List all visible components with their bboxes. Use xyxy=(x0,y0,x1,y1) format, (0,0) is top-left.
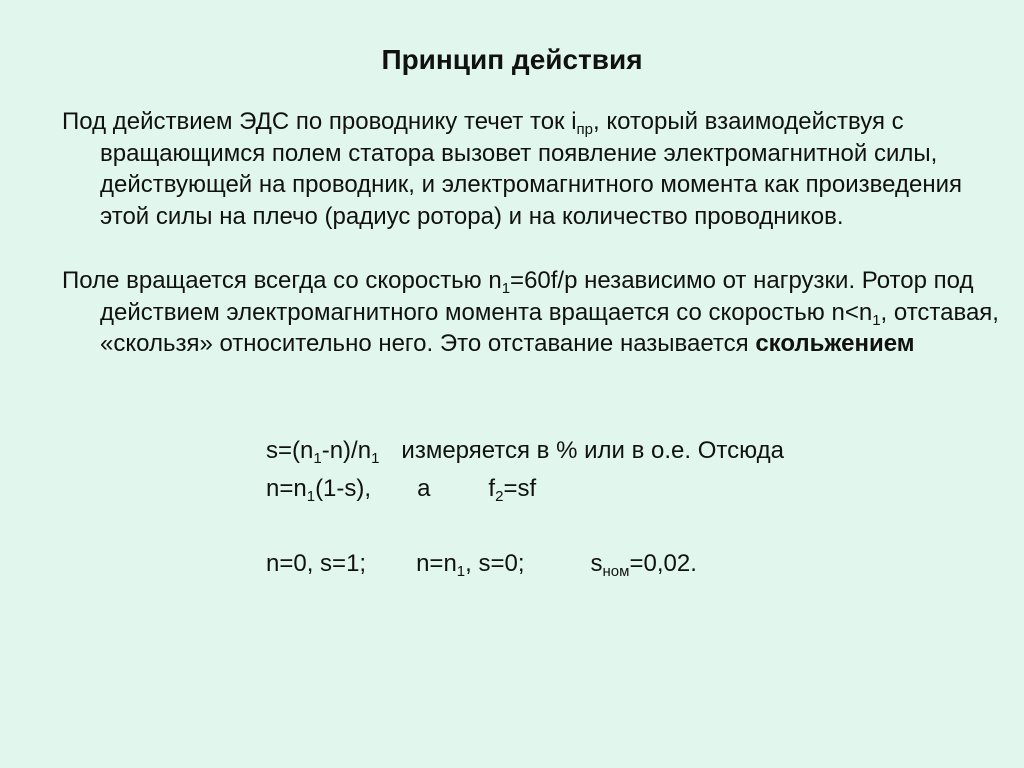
paragraph1-text-1: Под действием ЭДС по проводнику течет ток i xyxy=(62,108,577,135)
formula3-part-b: n=n xyxy=(416,550,457,577)
formula2-part-d: f xyxy=(488,475,496,502)
paragraph2-subscript-2: 1 xyxy=(872,311,881,329)
formula2-part-b: (1-s), xyxy=(315,475,372,502)
paragraph2-text-1: Поле вращается всегда со скоростью n xyxy=(62,267,502,294)
formula-slip-definition xyxy=(266,436,784,466)
formula3-part-d: s xyxy=(590,550,603,577)
paragraph1-text-2: , который взаимодействуя с вращающимся полем статора вызовет появление электромагнитной силы, действующей на проводник, и электромагнитного момента как произведения этой силы на плечо (радиус ротора) и на количество проводников. xyxy=(100,108,962,230)
formula-slip-values xyxy=(266,549,697,579)
formula2-subscript-a: 1 xyxy=(306,488,316,505)
formula1-subscript-b: 1 xyxy=(371,450,380,467)
paragraph-principle xyxy=(62,106,1000,232)
paragraph1-subscript-1: пр xyxy=(576,121,594,138)
paragraph2-text-2: =60f/p независимо от нагрузки. Ротор под действием электромагнитного момента вращается со скоростью n<n xyxy=(100,267,974,326)
slide-title: Принцип действия xyxy=(381,44,643,75)
formula3-subscript-d: ном xyxy=(602,563,630,580)
formula1-part-a: s=(n xyxy=(266,437,314,464)
formula3-subscript-b: 1 xyxy=(456,563,466,580)
formula-speed xyxy=(266,474,536,504)
paragraph-slip xyxy=(62,265,1000,360)
formula1-part-c: измеряется в % или в о.е. Отсюда xyxy=(401,437,784,464)
formula1-subscript-a: 1 xyxy=(313,450,322,467)
slip-term: скольжением xyxy=(755,330,915,357)
formula2-part-a: n=n xyxy=(266,475,307,502)
paragraph2-subscript-1: 1 xyxy=(501,280,511,297)
formula1-part-b: -n)/n xyxy=(321,437,372,464)
formula2-part-c: а xyxy=(417,475,431,502)
formula3-part-e: =0,02. xyxy=(629,550,697,577)
paragraph2-text-3: , отставая, «скользя» относительно него. Это отставание называется xyxy=(100,298,999,357)
formula2-subscript-d: 2 xyxy=(495,488,504,505)
formula3-part-c: , s=0; xyxy=(465,550,525,577)
formula2-part-e: =sf xyxy=(503,475,537,502)
formula3-part-a: n=0, s=1; xyxy=(266,550,367,577)
